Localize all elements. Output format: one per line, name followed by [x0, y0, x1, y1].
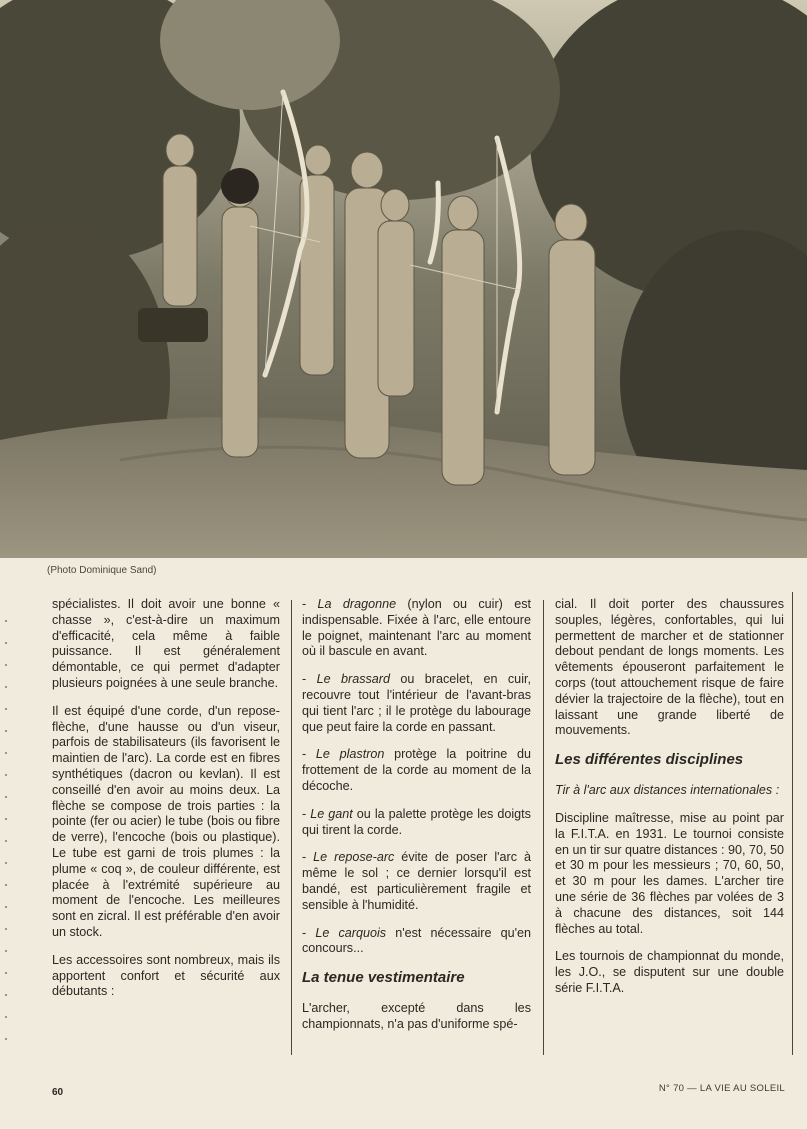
accessory-term: Le plastron: [315, 747, 385, 762]
accessory-term: Le repose-arc: [313, 850, 395, 865]
accessory-term: Le brassard: [316, 672, 390, 687]
accessory-term: Le gant: [310, 806, 353, 821]
column-divider: [543, 600, 544, 1055]
article-photo: [0, 0, 807, 558]
accessory-text: protège la poitrine du frottement de la corde au moment de la décoche.: [302, 747, 532, 793]
accessory-text: évite de poser l'arc à même le sol ; ce dernier lorsqu'il est bandé, est particulièrement fragile et sensible à l'humidité.: [302, 850, 531, 912]
article-column-3: [555, 597, 784, 1009]
accessory-text: (nylon ou cuir) est indispensable. Fixée à l'arc, elle entoure le poignet, maintenant l'arc au moment où il bascule en avant.: [302, 597, 531, 659]
margin-dots-decoration: [4, 610, 8, 1050]
accessory-item: - Le gant ou la palette protège les doigts qui tirent la corde.: [302, 806, 531, 837]
page-number: 60: [52, 1087, 64, 1098]
column-divider: [792, 592, 793, 1055]
paragraph: Les tournois de championnat du monde, les J.O., se disputent sur une double série F.I.T.A.: [555, 949, 784, 995]
accessory-item: - Le carquois n'est nécessaire qu'en concours...: [302, 925, 532, 956]
accessory-text: ou bracelet, en cuir, recouvre tout l'intérieur de l'avant-bras qui tient l'arc ; il le protège du labourage que peut faire la corde en passant.: [302, 672, 531, 734]
paragraph: L'archer, excepté dans les championnats, n'a pas d'uniforme spé-: [302, 1001, 531, 1031]
accessory-item: - Le repose-arc évite de poser l'arc à même le sol ; ce dernier lorsqu'il est bandé, est particulièrement fragile et sensible à l'humidité.: [302, 850, 531, 912]
section-heading: La tenue vestimentaire: [302, 969, 465, 987]
photo-archers-forest-icon: [0, 0, 807, 558]
accessory-text: ou la palette protège les doigts qui tirent la corde.: [302, 806, 531, 837]
section-heading: Les différentes disciplines: [555, 751, 744, 769]
photo-caption: (Photo Dominique Sand): [47, 565, 157, 576]
accessory-item: - La dragonne (nylon ou cuir) est indispensable. Fixée à l'arc, elle entoure le poignet, maintenant l'arc au moment où il bascule en avant.: [302, 597, 531, 659]
paragraph: Les accessoires sont nombreux, mais ils apportent confort et sécurité aux débutants :: [52, 952, 280, 999]
article-column-1: [52, 597, 280, 1012]
article-column-2: [302, 597, 531, 1045]
paragraph: Il est équipé d'une corde, d'un repose-flèche, d'une hausse ou d'un viseur, parfois de stabilisateurs (ils favorisent le maintien de l'arc). La corde est en fibres synthétiques (dacron ou kevlan). Il est conseillé d'en avoir au moins deux. La flèche se compose de trois parties : la pointe (fer ou acier) le tube (bois ou fibre de verre), l'encoche (bois ou plastique). Le tube est garni de trois plumes : la plume « coq », de couleur différente, est placée à l'extrémité supérieure au moment de l'encoche. Les meilleures sont en zicral. Il est préférable d'en avoir un stock.: [52, 703, 280, 939]
accessory-text: n'est nécessaire qu'en concours...: [302, 925, 532, 956]
accessory-term: Le carquois: [315, 925, 387, 940]
subheading: Tir à l'arc aux distances internationales :: [555, 783, 780, 798]
accessory-term: La dragonne: [317, 597, 397, 611]
paragraph: spécialistes. Il doit avoir une bonne « chasse », c'est-à-dire un maximum d'efficacité, cela même à faible puissance. Il est généralement démontable, ce qui permet d'adapter plusieurs poignées à une seule branche.: [52, 597, 280, 690]
column-divider: [291, 600, 292, 1055]
accessory-item: - Le plastron protège la poitrine du frottement de la corde au moment de la décoche.: [302, 747, 532, 793]
paragraph: Discipline maîtresse, mise au point par la F.I.T.A. en 1931. Le tournoi consiste en un tir sur quatre distances : 90, 70, 50 et 30 m pour les messieurs ; 70, 60, 50, et 30 m pour les dames. L'archer tire une série de 36 flèches par volées de 3 à chacune des distances, soit 144 flèches au total.: [555, 810, 784, 936]
paragraph: cial. Il doit porter des chaussures souples, légères, confortables, qui lui permettent de marcher et de stationner debout pendant de longs moments. Les vêtements épouseront parfaitement le corps (tout attouchement risque de faire dévier la trajectoire de la flèche), tout en laissant une grande liberté de mouvements.: [555, 597, 784, 738]
running-title: N° 70 — LA VIE AU SOLEIL: [658, 1083, 785, 1094]
accessory-item: - Le brassard ou bracelet, en cuir, recouvre tout l'intérieur de l'avant-bras qui tient l'arc ; il le protège du labourage que peut faire la corde en passant.: [302, 672, 531, 734]
